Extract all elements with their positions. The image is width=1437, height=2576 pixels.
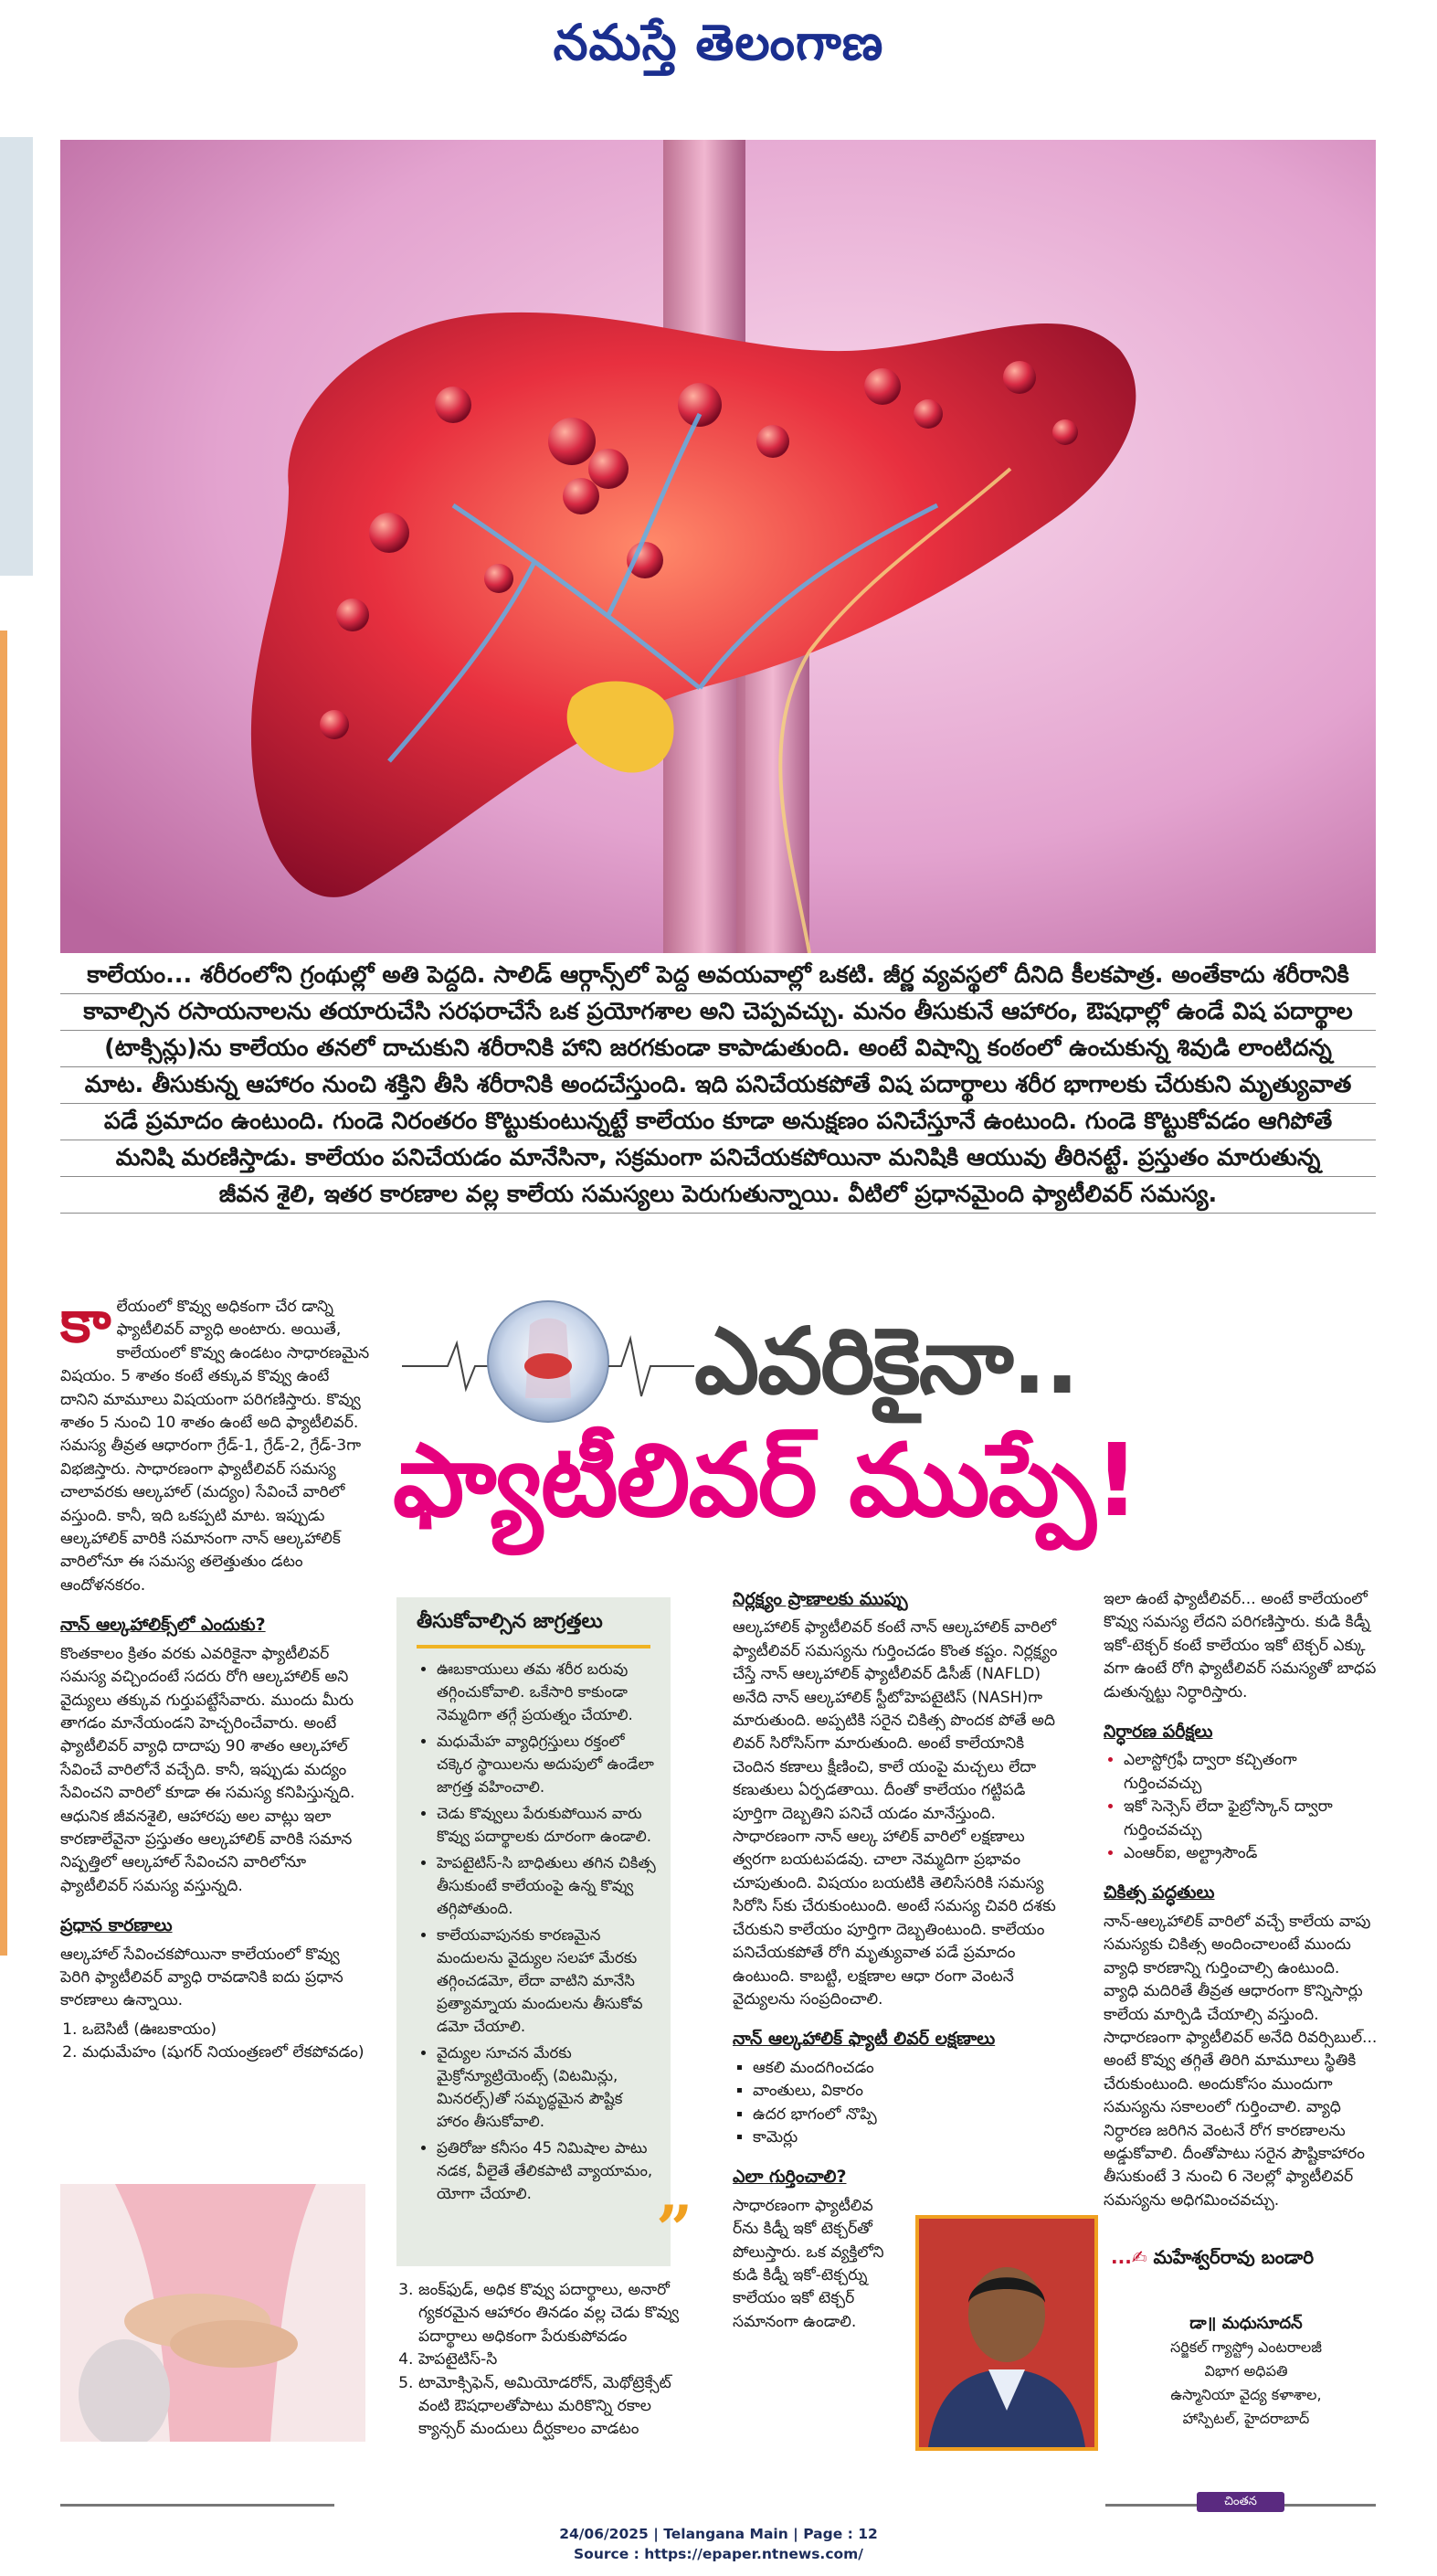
- quote-mark-icon: ”: [656, 2191, 693, 2267]
- list-item: 5. టామోక్సిఫెన్, అమియోడరోన్, మెథోట్రెక్సేట్ వంటి ఔషధాలతోపాటు మరికొన్ని రకాల క్యాన్సర్ మందులు దీర్ఘకాలం వాడటం: [418, 2372, 698, 2442]
- intro-text: లేయంలో కొవ్వు అధికంగా చేర డాన్ని ఫ్యాటీలివర్ వ్యాధి అంటారు. అయితే, కాలేయంలో కొవ్వు ఉండటం సాధారణమైన విషయం. 5 శాతం కంటే తక్కువ కొవ్వు ఉంటే దానిని మామూలు విషయంగా పరిగణిస్తారు. కొవ్వు శాతం 5 నుంచి 10 శాతం ఉంటే అది ఫ్యాటీలివర్. సమస్య తీవ్రత ఆధారంగా గ్రేడ్-1, గ్రేడ్-2, గ్రేడ్-3గా విభజిస్తారు. సాధారణంగా ఫ్యాటీలివర్ సమస్య చాలావరకు ఆల్కహాల్ (మద్యం) సేవించే వారిలో వస్తుంది. కానీ, ఇది ఒకప్పటి మాట. ఇప్పుడు ఆల్కహాలిక్ వారికి సమానంగా నాన్ ఆల్కహాలిక్ వారిలోనూ ఈ సమస్య తలెత్తుతుం డటం ఆందోళనకరం.: [60, 1298, 370, 1595]
- list-item: • హెపటైటిస్-సి బాధితులు తగిన చికిత్స తీసుకుంటే కాలేయంపై ఉన్న కొవ్వు తగ్గిపోతుంది.: [437, 1851, 658, 1920]
- doctor-photo: [915, 2215, 1098, 2451]
- list-item: 3. జంక్‌ఫుడ్, అధిక కొవ్వు పదార్థాలు, అనారో గ్యకరమైన ఆహారం తినడం వల్ల చెడు కొవ్వు పదార్థాలు అధికంగా పేరుకుపోవడం: [418, 2279, 698, 2348]
- causes-list-continued: [396, 2279, 698, 2442]
- doctor-line: విభాగ అధిపతి: [1204, 2362, 1288, 2380]
- lead-line: పడే ప్రమాదం ఉంటుంది. గుండె నిరంతరం కొట్టుకుంటున్నట్టే కాలేయం కూడా అనుక్షణం పనిచేస్తూనే ఉంటుంది. గుండె కొట్టుకోవడం ఆగిపోతే: [60, 1104, 1376, 1140]
- subheading: ప్రధాన కారణాలు: [60, 1915, 173, 1936]
- stomach-pain-photo: [60, 2184, 365, 2442]
- bottom-rule: [60, 2504, 334, 2507]
- precautions-box: [396, 1597, 671, 2266]
- list-item: • మధుమేహ వ్యాధిగ్రస్తులు రక్తంలో చక్కెర స్థాయిలను అదుపులో ఉండేలా జాగ్రత్త వహించాలి.: [437, 1730, 658, 1798]
- symptoms-list: [733, 2057, 1071, 2150]
- subheading: నాన్ ఆల్కహాలిక్ ఫ్యాటీ లివర్ లక్షణాలు: [733, 2029, 996, 2050]
- subheading: ఎలా గుర్తించాలి?: [733, 2167, 847, 2188]
- list-item: • ఎంఆర్ఐ, అల్ట్రాసౌండ్: [1124, 1842, 1378, 1865]
- headline-line-2: ఫ్యాటీలివర్ ముప్పే!: [393, 1422, 1138, 1539]
- doctor-line: ఉస్మానియా వైద్య కళాశాల,: [1170, 2386, 1322, 2403]
- liver-illustration: [60, 140, 1376, 953]
- list-item: 2. మధుమేహం (షుగర్ నియంత్రణలో లేకపోవడం): [82, 2041, 371, 2064]
- lead-line: మాట. తీసుకున్న ఆహారం నుంచి శక్తిని తీసి శరీరానికి అందచేస్తుంది. ఇది పనిచేయకపోతే విష పదార్థాలు శరీర భాగాలకు చేరుకుని మృత్యువాత: [60, 1067, 1376, 1104]
- doctor-name: డా॥ మధుసూదన్: [1189, 2314, 1303, 2333]
- precautions-list: [396, 1658, 671, 2205]
- author-name: మహేశ్వర్‌రావు బండారి: [1153, 2246, 1315, 2268]
- list-item: ▪ కామెర్లు: [753, 2126, 1071, 2149]
- list-item: • కాలేయవాపునకు కారణమైన మందులను వైద్యుల సలహా మేరకు తగ్గించడమో, లేదా వాటిని మానేసి ప్రత్యామ్నాయ మందులను తీసుకోవ డమో చేయాలి.: [437, 1924, 658, 2038]
- list-item: • చెడు కొవ్వులు పేరుకుపోయిన వారు కొవ్వు పదార్థాలకు దూరంగా ఉండాలి.: [437, 1802, 658, 1848]
- paragraph: కొంతకాలం క్రితం వరకు ఎవరికైనా ఫ్యాటీలివర్ సమస్య వచ్చిందంటే సదరు రోగి ఆల్కహాలిక్ అని వైద్యులు తక్కువ గుర్తుపట్టేసేవారు. ముందు మీరు తాగడం మానేయండని హెచ్చరించేవారు. అంటే ఫ్యాటీలివర్ వ్యాధి దాదాపు 90 శాతం ఆల్కహాల్ సేవించే వారిలోనే వచ్చేది. కానీ, ఇప్పుడు మద్యం సేవించని వారిలో కూడా ఈ సమస్య కనిపిస్తున్నది. ఆధునిక జీవనశైలి, ఆహారపు అల వాట్లు ఇలా కారణాలేవైనా ప్రస్తుతం ఆల్కహాలిక్ వారికి సమాన నిష్పత్తిలో ఆల్కహాల్ సేవించని వారిలోనూ ఫ్యాటీలివర్ సమస్య వస్తున్నది.: [60, 1644, 355, 1895]
- paragraph: ఆల్కహాల్ సేవించకపోయినా కాలేయంలో కొవ్వు పెరిగి ఫ్యాటీలివర్ వ్యాధి రావడానికి ఐదు ప్రధాన కారణాలు ఉన్నాయి.: [60, 1945, 343, 2010]
- column-2-continued: [396, 2279, 698, 2442]
- paragraph: ఇలా ఉంటే ఫ్యాటీలివర్... అంటే కాలేయంలో కొవ్వు సమస్య లేదని పరిగణిస్తారు. కుడి కిడ్నీ ఇకో-టెక్చర్ కంటే కాలేయం ఇకో టెక్చర్ ఎక్కు వగా ఉంటే రోగి ఫ్యాటీలివర్ సమస్యతో బాధప డుతున్నట్టు నిర్ధారిస్తారు.: [1104, 1590, 1377, 1701]
- list-item: 4. హెపటైటిస్-సి: [418, 2348, 698, 2371]
- author-byline: [1111, 2246, 1314, 2273]
- box-title-rule: [417, 1645, 650, 1648]
- lead-line: కాలేయం... శరీరంలోని గ్రంథుల్లో అతి పెద్దది. సాలిడ్ ఆర్గాన్స్‌లో పెద్ద అవయవాల్లో ఒకటి. జీర్ణ వ్యవస్థలో దీనిది కీలకపాత్ర. అంతేకాదు శరీరానికి: [60, 958, 1376, 994]
- masthead: [0, 0, 1437, 91]
- subheading: నిర్ధారణ పరీక్షలు: [1104, 1722, 1213, 1743]
- doctor-info: [1118, 2312, 1374, 2431]
- lead-line: మనిషి మరణిస్తాడు. కాలేయం పనిచేయడం మానేసినా, సక్రమంగా పనిచేయకపోయినా మనిషికి ఆయువు తీరినట్టే. ప్రస్తుతం మారుతున్న: [60, 1140, 1376, 1177]
- doctor-line: హాస్పిటల్, హైదరాబాద్: [1182, 2410, 1310, 2427]
- box-title: తీసుకోవాల్సిన జాగ్రత్తలు: [417, 1610, 603, 1633]
- subheading: నిర్లక్ష్యం ప్రాణాలకు ముప్పు: [733, 1589, 908, 1609]
- dropcap: కా: [60, 1288, 111, 1356]
- adjacent-page-strip: [0, 137, 33, 576]
- list-item: • ఎలాస్టోగ్రఫీ ద్వారా కచ్చితంగా గుర్తించవచ్చు: [1124, 1749, 1378, 1796]
- pen-icon: ...✍: [1111, 2246, 1147, 2268]
- tests-list: [1104, 1749, 1378, 1865]
- doctor-line: సర్జికల్ గ్యాస్ట్రో ఎంటరాలజీ: [1170, 2338, 1322, 2356]
- adjacent-page-edge: [0, 631, 7, 1956]
- list-item: ▪ వాంతులు, వికారం: [753, 2080, 1071, 2103]
- paragraph: సాధారణంగా ఫ్యాటీలివ ర్‌ను కిడ్నీ ఇకో టెక్చర్‌తో పోలుస్తారు. ఒక వ్యక్తిలోని కుడి కిడ్నీ ఇకో-టెక్చర్ను కాలేయం ఇకో టెక్చర్ సమానంగా ఉండాలి.: [733, 2196, 884, 2331]
- section-tag: చింతన: [1197, 2492, 1284, 2512]
- list-item: ▪ ఆకలి మందగించడం: [753, 2057, 1071, 2080]
- lead-line: కావాల్సిన రసాయనాలను తయారుచేసి సరఫరాచేసే ఒక ప్రయోగశాల అని చెప్పవచ్చు. మనం తీసుకునే ఆహారం, ఔషధాల్లో ఉండే విష పదార్థాల: [60, 994, 1376, 1031]
- column-4: [1104, 1588, 1378, 2218]
- list-item: • ఊబకాయులు తమ శరీర బరువు తగ్గించుకోవాలి. ఒకేసారి కాకుండా నెమ్మదిగా తగ్గే ప్రయత్నం చేయాలి.: [437, 1658, 658, 1726]
- list-item: ▪ ఉదర భాగంలో నొప్పి: [753, 2104, 1071, 2126]
- headline-line-1: ఎవరికైనా..: [694, 1308, 1078, 1415]
- footer-date-page: 24/06/2025 | Telangana Main | Page : 12: [559, 2526, 878, 2542]
- causes-list: [60, 2019, 371, 2065]
- lead-paragraph: [60, 958, 1376, 1214]
- subheading: చికిత్స పద్ధతులు: [1104, 1882, 1215, 1903]
- lead-line: (టాక్సిన్లు)ను కాలేయం తనలో దాచుకుని శరీరానికి హాని జరగకుండా కాపాడుతుంది. అంటే విషాన్ని కంఠంలో ఉంచుకున్న శివుడి లాంటిదన్న: [60, 1031, 1376, 1067]
- footer-source[interactable]: Source : https://epaper.ntnews.com/: [574, 2546, 863, 2562]
- subheading: నాన్ ఆల్కహాలిక్స్‌లో ఎందుకు?: [60, 1615, 266, 1636]
- paragraph: ఆల్కహాలిక్ ఫ్యాటీలివర్ కంటే నాన్ ఆల్కహాలిక్ వారిలో ఫ్యాటీలివర్ సమస్యను గుర్తించడం కొంత కష్టం. నిర్లక్ష్యం చేస్తే నాన్ ఆల్కహాలిక్ ఫ్యాటీలివర్ డిసీజ్ (NAFLD) అనేది నాన్ ఆల్కహాలిక్ స్టీటోహెపటైటిస్ (NASH)గా మారుతుంది. అప్పటికి సరైన చికిత్స పొందక పోతే అది లివర్ సిరోసిస్‌గా మారుతుంది. అంటే కాలేయానికి చెందిన కణాలు క్షీణించి, కాలే యంపై మచ్చలు లేదా కణుతులు ఏర్పడతాయి. దీంతో కాలేయం గట్టిపడి పూర్తిగా దెబ్బతిని పనిచే యడం మానేస్తుంది. సాధారణంగా నాన్ ఆల్క హాలిక్ వారిలో లక్షణాలు త్వరగా బయటపడవు. చాలా నెమ్మదిగా ప్రభావం చూపుతుంది. విషయం బయటికి తెలిసేసరికి సమస్య సిరోసి స్‌కు చేరుకుంటుంది. అంటే సమస్య చివరి దశకు చేరుకుని కాలేయం పూర్తిగా దెబ్బతింటుంది. కాలేయం పనిచేయకపోతే రోగి మృత్యువాత పడే ప్రమాదం ఉంటుంది. కాబట్టి, లక్షణాల ఆధా రంగా వెంటనే వైద్యులను సంప్రదించాలి.: [733, 1618, 1058, 2009]
- lead-line: జీవన శైలి, ఇతర కారణాల వల్ల కాలేయ సమస్యలు పెరుగుతున్నాయి. వీటిలో ప్రధానమైంది ఫ్యాటీలివర్ సమస్య.: [60, 1177, 1376, 1214]
- page-footer: [0, 2524, 1437, 2564]
- column-1: [60, 1288, 371, 2065]
- paragraph: నాన్-ఆల్కహాలిక్ వారిలో వచ్చే కాలేయ వాపు సమస్యకు చికిత్స అందించాలంటే ముందు వ్యాధి కారణాన్ని గుర్తించాల్సి ఉంటుంది. వ్యాధి మదిరితే తీవ్రత ఆధారంగా కొన్నిసార్లు కాలేయ మార్పిడి చేయాల్సి వస్తుంది. సాధారణంగా ఫ్యాటీలివర్ అనేది రివర్సిబుల్... అంటే కొవ్వు తగ్గితే తిరిగి మామూలు స్థితికి చేరుకుంటుంది. అందుకోసం ముందుగా సమస్యను సకాలంలో గుర్తించాలి. వ్యాధి నిర్ధారణ జరిగిన వెంటనే రోగ కారణాలను అడ్డుకోవాలి. దీంతోపాటు సరైన పౌష్టికాహారం తీసుకుంటే 3 నుంచి 6 నెలల్లో ఫ్యాటీలివర్ సమస్యను అధిగమించవచ్చు.: [1104, 1912, 1378, 2210]
- list-item: • ప్రతిరోజు కనీసం 45 నిమిషాల పాటు నడక, వీలైతే తేలికపాటి వ్యాయామం, యోగా చేయాలి.: [437, 2136, 658, 2205]
- list-item: • ఇకో సెన్సెస్ లేదా ఫైబ్రోస్కాన్ ద్వారా గుర్తించవచ్చు: [1124, 1796, 1378, 1842]
- newspaper-title: నమస్తే తెలంగాణ: [553, 13, 884, 71]
- list-item: 1. ఒబెసిటీ (ఊబకాయం): [82, 2019, 371, 2041]
- list-item: • వైద్యుల సూచన మేరకు మైక్రోన్యూట్రియెంట్స్ (విటమిన్లు, మినరల్స్)తో సమృద్ధమైన పౌష్టిక హారం తీసుకోవాలి.: [437, 2041, 658, 2133]
